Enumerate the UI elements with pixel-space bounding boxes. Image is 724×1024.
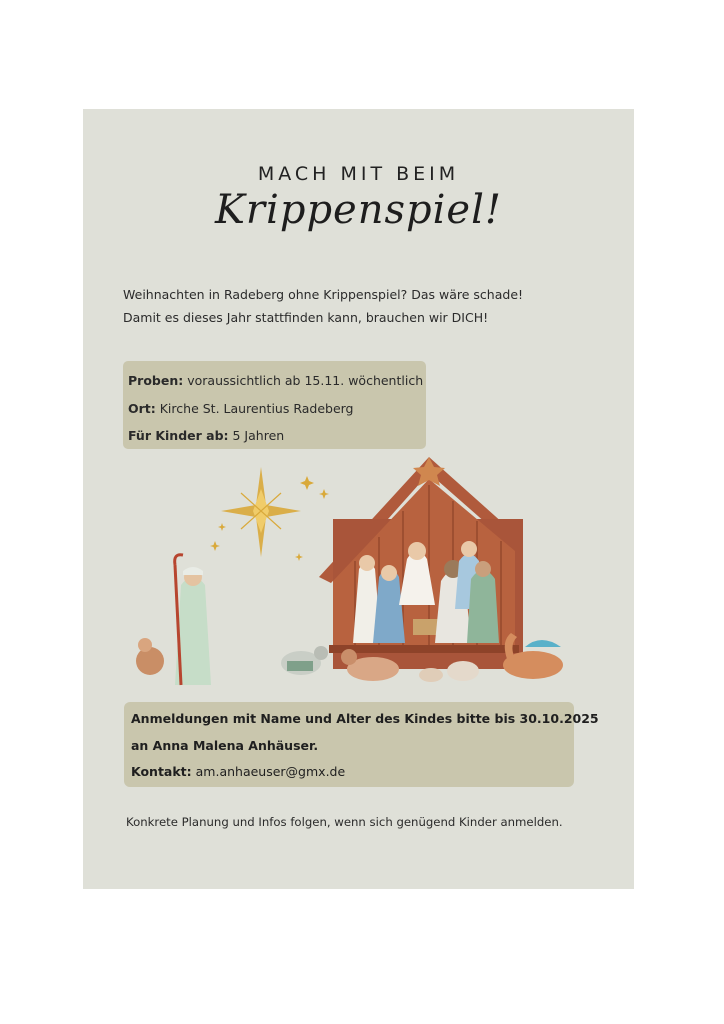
contact-email: am.anhaeuser@gmx.de xyxy=(191,764,346,779)
shepherd-figure xyxy=(175,555,211,685)
star-of-bethlehem-icon xyxy=(221,467,301,557)
footer-note: Konkrete Planung und Infos folgen, wenn sich genügend Kinder anmelden. xyxy=(126,815,563,829)
flyer xyxy=(83,109,634,889)
rehearsals-value: voraussichtlich ab 15.11. wöchentlich xyxy=(183,373,424,388)
intro-line-2: Damit es dieses Jahr stattfinden kann, brauchen wir DICH! xyxy=(123,310,489,325)
intro-text xyxy=(123,283,603,329)
intro-line-1: Weihnachten in Radeberg ohne Krippenspiel? Das wäre schade! xyxy=(123,287,524,302)
location-row xyxy=(128,395,420,423)
location-value: Kirche St. Laurentius Radeberg xyxy=(155,400,354,416)
rehearsals-label: Proben: xyxy=(128,373,184,388)
age-row xyxy=(128,422,420,450)
signup-box xyxy=(124,702,599,787)
contact-label: Kontakt: xyxy=(131,764,192,779)
nativity-illustration xyxy=(123,449,583,689)
eyebrow-heading: MACH MIT BEIM xyxy=(257,163,460,185)
signup-line-2: an Anna Malena Anhäuser. xyxy=(131,737,319,753)
signup-line-1: Anmeldungen mit Name und Alter des Kindes bitte bis 30.10.2025 xyxy=(131,711,599,726)
info-box xyxy=(123,361,426,449)
contact-row xyxy=(131,759,566,786)
age-label: Für Kinder ab: xyxy=(128,428,229,443)
rehearsals-row xyxy=(128,367,424,395)
age-value: 5 Jahren xyxy=(228,428,285,443)
location-label: Ort: xyxy=(128,400,156,416)
page-title: Krippenspiel! xyxy=(215,187,502,233)
